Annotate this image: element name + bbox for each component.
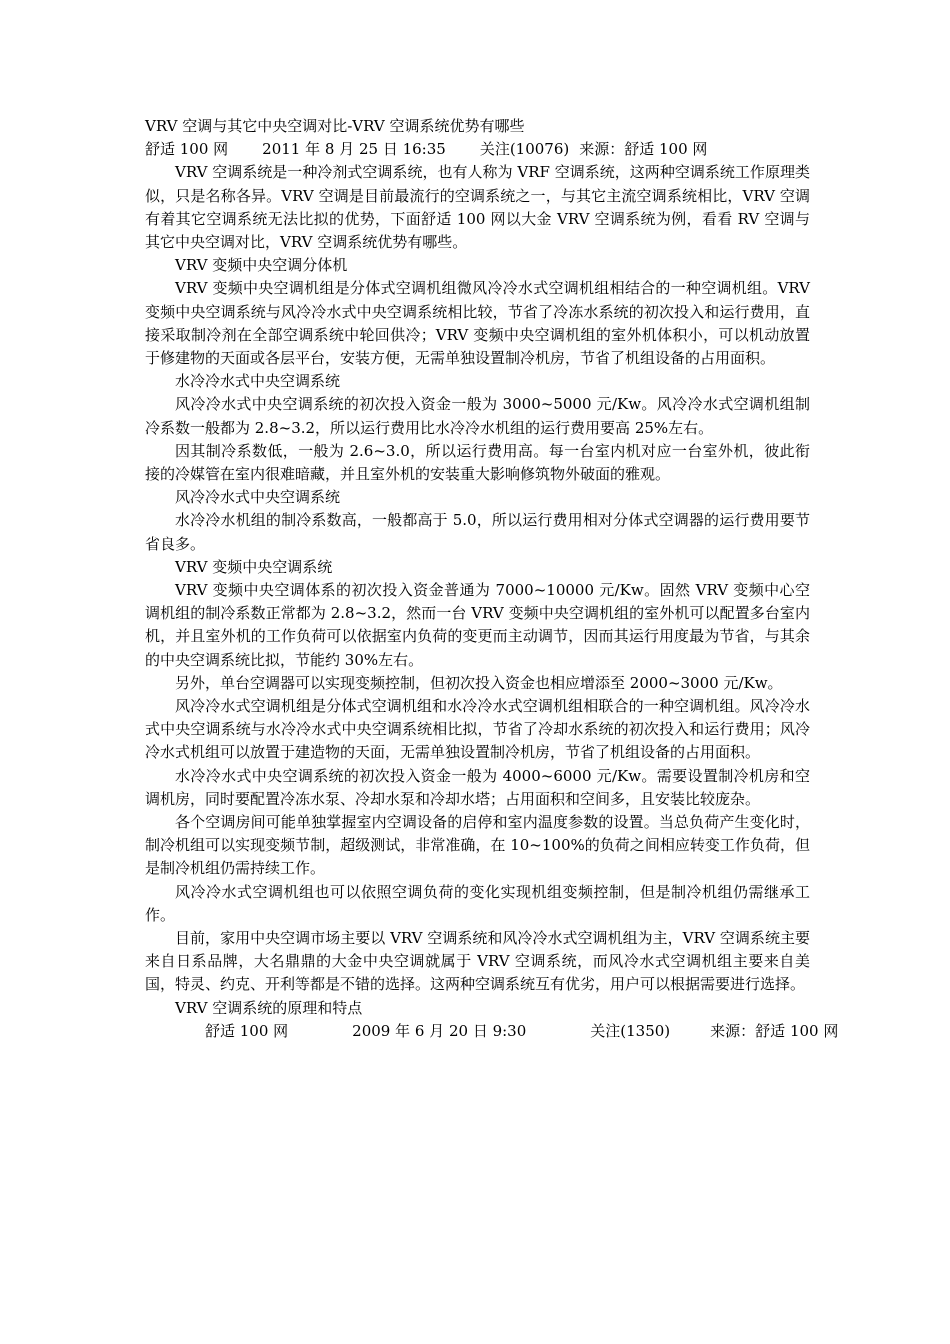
paragraph-11: 目前，家用中央空调市场主要以 VRV 空调系统和风冷冷水式空调机组为主，VRV 空调系统主要来自日系品牌，大名鼎鼎的大金中央空调就属于 VRV 空调系统，而风冷水式空调机组主要来自美国，特灵、约克、开利等都是不错的选择。这两种空调系统互有优劣，用户可以根据需要进行选择。	[145, 929, 810, 994]
paragraph-9: 各个空调房间可能单独掌握室内空调设备的启停和室内温度参数的设置。当总负荷产生变化时，制冷机组可以实现变频节制，超级测试，非常准确，在 10~100%的负荷之间相应转变工作负荷，但是制冷机组仍需持续工作。	[145, 813, 810, 878]
intro-paragraph: VRV 空调系统是一种冷剂式空调系统，也有人称为 VRF 空调系统，这两种空调系统工作原理类似，只是名称各异。VRV 空调是目前最流行的空调系统之一，与其它主流空调系统相比，VRV 空调有着其它空调系统无法比拟的优势，下面舒适 100 网以大金 VRV 空调系统为例，看看 RV 空调与其它中央空调对比，VRV 空调系统优势有哪些。	[145, 163, 810, 251]
paragraph-10: 风冷冷水式空调机组也可以依照空调负荷的变化实现机组变频控制，但是制冷机组仍需继承工作。	[145, 882, 810, 924]
meta2-date: 2009 年 6 月 20 日 9:30	[352, 1021, 527, 1040]
meta2-views: 关注(1350)	[590, 1021, 671, 1040]
section-heading-vrv-system: VRV 变频中央空调系统	[175, 557, 333, 576]
article-meta-2	[145, 1020, 839, 1043]
paragraph-5: VRV 变频中央空调体系的初次投入资金普通为 7000~10000 元/Kw。固然 VRV 变频中心空调机组的制冷系数正常都为 2.8~3.2，然而一台 VRV 变频中央空调机组的室外机可以配置多台室内机，并且室外机的工作负荷可以依据室内负荷的变更而主动调节，因而其运行用度最为节省，与其余的中央空调系统比拟，节能约 30%左右。	[145, 581, 810, 669]
paragraph-1: VRV 变频中央空调机组是分体式空调机组微风冷冷水式空调机组相结合的一种空调机组。VRV 变频中央空调系统与风冷冷水式中央空调系统相比较，节省了冷冻水系统的初次投入和运行费用，直接采取制冷剂在全部空调系统中轮回供冷；VRV 变频中央空调机组的室外机体积小，可以机动放置于修建物的天面或各层平台，安装方便，无需单独设置制冷机房，节省了机组设备的占用面积。	[145, 279, 810, 367]
section-heading-vrv-split: VRV 变频中央空调分体机	[175, 256, 348, 275]
paragraph-8: 水冷冷水式中央空调系统的初次投入资金一般为 4000~6000 元/Kw。需要设置制冷机房和空调机房，同时要配置冷冻水泵、冷却水泵和冷却水塔；占用面积和空间多，且安装比较庞杂。	[145, 766, 810, 808]
paragraph-2: 风冷冷水式中央空调系统的初次投入资金一般为 3000~5000 元/Kw。风冷冷水式空调机组制冷系数一般都为 2.8~3.2，所以运行费用比水冷冷水机组的运行费用要高 25%左右。	[145, 395, 810, 437]
paragraph-3: 因其制冷系数低，一般为 2.6~3.0，所以运行费用高。每一台室内机对应一台室外机，彼此衔接的冷媒管在室内很难暗藏，并且室外机的安装重大影响修筑物外破面的雅观。	[145, 441, 810, 484]
article-meta	[145, 138, 810, 161]
meta2-source: 来源：舒适 100 网	[710, 1021, 839, 1040]
document-page	[145, 115, 839, 1043]
meta-source: 来源：舒适 100 网	[579, 140, 708, 159]
paragraph-6: 另外，单台空调器可以实现变频控制，但初次投入资金也相应增添至 2000~3000 元/Kw。	[175, 673, 783, 692]
section-heading-air-cooled: 风冷冷水式中央空调系统	[175, 488, 341, 507]
paragraph-4: 水冷冷水机组的制冷系数高，一般都高于 5.0，所以运行费用相对分体式空调器的运行费用要节省良多。	[145, 511, 810, 553]
meta2-site: 舒适 100 网	[205, 1021, 289, 1040]
meta-date: 2011 年 8 月 25 日 16:35	[262, 140, 446, 159]
paragraph-7: 风冷冷水式空调机组是分体式空调机组和水冷冷水式空调机组相联合的一种空调机组。风冷冷水式中央空调系统与水冷冷水式中央空调系统相比拟，节省了冷却水系统的初次投入和运行费用；风冷冷水式机组可以放置于建造物的天面，无需单独设置制冷机房，节省了机组设备的占用面积。	[145, 697, 810, 762]
meta-site: 舒适 100 网	[145, 140, 229, 159]
section-heading-principles: VRV 空调系统的原理和特点	[175, 998, 363, 1017]
article-title: VRV 空调与其它中央空调对比-VRV 空调系统优势有哪些	[145, 117, 525, 135]
meta-views: 关注(10076)	[479, 140, 570, 159]
section-heading-water-cooled: 水冷冷水式中央空调系统	[175, 372, 341, 391]
